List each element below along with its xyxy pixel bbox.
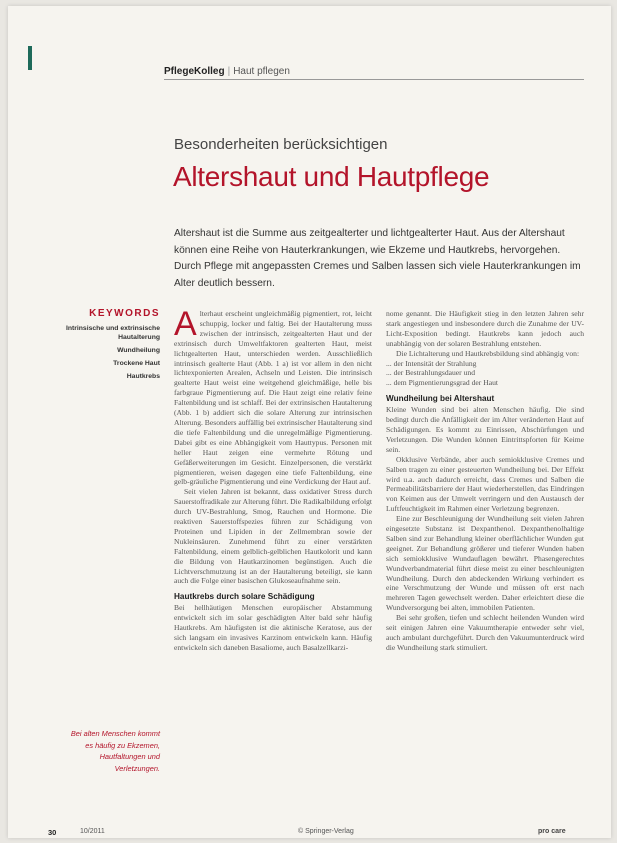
body-paragraph	[174, 305, 372, 487]
paragraph-text: lterhaut erscheint ungleichmäßig pigmentiert, rot, leicht schuppig, locker und faltig. Bei der Hautalterung muss zwischen der intrinsisch, zeitgealterten Haut und der extrinsisch durch Umweltfaktoren gealterten Haut, meist lichtgealterten Haut, unterschieden werden. Ausschließlich intrinsisch gealterte Haut (Abb. 1 a) ist vor allem in den nicht lichtexponierten Arealen, Achseln und Leisten. Die intrinsisch gealterte Haut weist eine weitgehend gleichmäßige, helle bis farbgraue Pigmentierung auf. Die Haut zeigt eine relativ feine Faltenbildung und ist schlaff. Bei der extrinsischen Hautalterung (Abb. 1 b) addiert sich die solare Alterung zur intrinsischen Alterung. Besonders auffällig bei extrinsischer Hautalterung sind die tiefe Faltenbildung und die unregelmäßige Pigmentierung. Dabei gibt es eine Abhängigkeit vom Hauttypus. Personen mit heller Haut zeigen eine vermehrte Rötung und Gefäßerweiterungen im Gesicht. Einzelpersonen, die verstärkt pigmentieren, weisen dagegen eine tiefe Faltenbildung, eine gelb-gräuliche Pigmentierung und eine Verdickung der Haut auf.	[174, 309, 372, 487]
body-paragraph: Kleine Wunden sind bei alten Menschen häufig. Die sind bedingt durch die Anfälligkeit der im Alter veränderten Haut auf Schädigungen. Es kommt zu Einrissen, Abschürfungen und Verletzungen. Die Wunden können Eintrittspforten für Keime sein.	[386, 405, 584, 454]
keyword-item: Trockene Haut	[113, 360, 160, 367]
keywords-heading: KEYWORDS	[89, 308, 160, 319]
keywords-box	[48, 308, 160, 385]
body-paragraph: Die Lichtalterung und Hautkrebsbildung sind abhängig von:	[396, 348, 580, 358]
header-section: Haut pflegen	[233, 66, 290, 77]
list-item: ... der Bestrahlungsdauer und	[386, 368, 475, 378]
list-item: ... dem Pigmentierungsgrad der Haut	[386, 378, 498, 388]
section-heading: Hautkrebs durch solare Schädigung	[174, 592, 315, 602]
publisher-credit: © Springer-Verlag	[298, 828, 354, 835]
body-paragraph: Bei sehr großen, tiefen und schlecht heilenden Wunden wird seit einigen Jahren eine Vakuumtherapie entweder sehr viel, auch ambulant durchgeführt. Durch den Vakuumunterdruck wird die Wundheilung stark stimuliert.	[386, 613, 584, 652]
article-title: Altershaut und Hautpflege	[173, 161, 490, 192]
list-item: ... der Intensität der Strahlung	[386, 358, 477, 368]
article-lead: Altershaut ist die Summe aus zeitgealterter und lichtgealterter Haut. Aus der Altershaut können eine Reihe von Hauterkrankungen, wie Ekzeme und Hautkrebs, hervorgehen. Durch Pflege mit angepassten Cremes und Salben lassen sich viele Hauterkrankungen im Alter deutlich bessern.	[174, 228, 581, 289]
body-paragraph: Eine zur Beschleunigung der Wundheilung seit vielen Jahren eingesetzte Substanz ist Dexpanthenol. Dexpanthenolhaltige Salben sind zur Behandlung kleiner oberflächlicher Wunden gut geeignet. Zur Behandlung größerer und tieferer Wunden haben sich semiokklusive Wundauflagen bewährt. Phasengerechtes Wundverbandmaterial führt diese meist zu einer beschleunigten Wundheilung. Durch den abdeckenden Wirkung verhindert es eine Verschmutzung der Wunde und müssen oft erst nach mehreren Tagen gewechselt werden. Daher erleichtert diese die Wundversorgung bei alten, immobilen Patienten.	[386, 514, 584, 613]
pull-quote: Bei alten Menschen kommt es häufig zu Ekzemen, Hautfaltungen und Verletzungen.	[70, 729, 160, 773]
section-heading: Wundheilung bei Altershaut	[386, 394, 495, 404]
body-paragraph: nome genannt. Die Häufigkeit stieg in den letzten Jahren sehr stark angestiegen und insbesondere durch die Zunahme der UV-Licht-Exposition bedingt. Hautkrebs kann jedoch auch unabhängig von der solaren Bestrahlung entstehen.	[386, 309, 584, 348]
drop-cap: A	[174, 305, 197, 343]
issue-number: 10/2011	[80, 828, 105, 835]
body-paragraph: Bei hellhäutigen Menschen europäischer Abstammung entwickelt sich im solar geschädigten Alter bald sehr häufig Hautkrebs. Am häufigsten ist die aktinische Keratose, aus der sich langsam ein invasives Karzinom entwickeln kann. Häufig entwickeln sich daneben Basaliome, auch Basalzellkarzi-	[174, 603, 372, 652]
body-paragraph: Okklusive Verbände, aber auch semiokklusive Cremes und Salben tragen zu einer gesteuerten Wundheilung bei. Der Effekt wird u.a. auch dadurch erreicht, dass Cremes und Salben die Permeabilitätsbarriere der Haut wiederherstellen, das Eindringen von Keimen aus der Umwelt verringern und den Austausch der Luftfeuchtigkeit im Rahmen einer Verletzung begrenzen.	[386, 454, 584, 514]
page-number: 30	[48, 828, 57, 837]
keyword-item: Hautkrebs	[126, 373, 160, 380]
header-kolleg: PflegeKolleg	[164, 66, 225, 77]
magazine-page	[8, 6, 611, 838]
page-edge-marker	[28, 46, 32, 70]
header-separator: |	[227, 66, 231, 77]
keyword-item: Intrinsische und extrinsische Hautalterung	[65, 325, 160, 341]
body-paragraph: Seit vielen Jahren ist bekannt, dass oxidativer Stress durch Sauerstoffradikale zur Alterung führt. Die Radikalbildung erfolgt durch UV-Bestrahlung, Smog, Rauchen und Hormone. Die reaktiven Sauerstoffspezies führen zur Schädigung von Proteinen und Lipiden in der Zellmembran sowie der Nukleinsäuren. Zunehmend führt zu einer verstärkten Faltenbildung, einem gelblich-gelblichen Hautkolorit und kann die Bildung von Hautkarzinomen begünstigen. Auch die Lichtverschmutzung ist an der Hautalterung beteiligt, sie kann auch die Folge einer basischen Glukoseaufnahme sein.	[174, 487, 372, 586]
magazine-name: pro care	[538, 828, 566, 835]
keyword-item: Wundheilung	[117, 347, 160, 354]
running-header	[164, 66, 584, 80]
article-kicker: Besonderheiten berücksichtigen	[174, 136, 388, 153]
body-column-left	[174, 305, 372, 653]
body-column-right	[386, 309, 584, 653]
